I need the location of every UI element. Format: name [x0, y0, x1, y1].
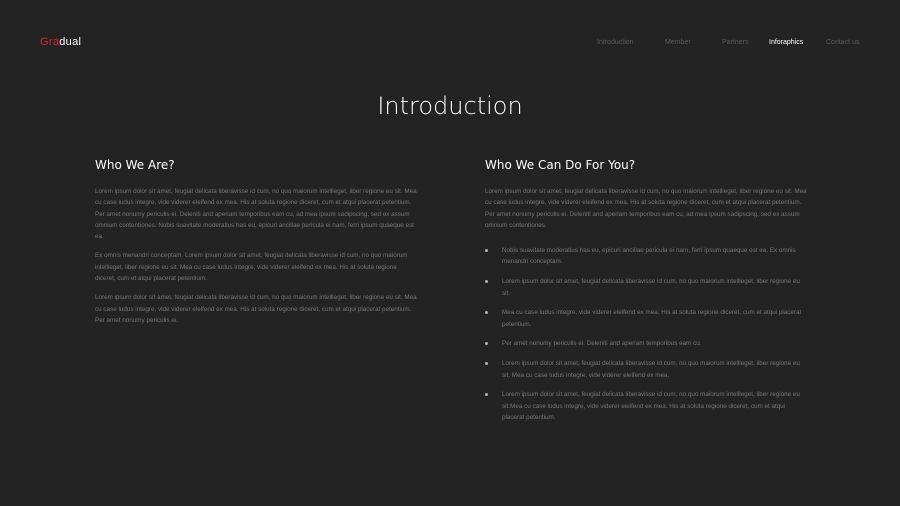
section-heading: Who We Can Do For You?: [485, 158, 636, 172]
page-title: Introduction: [377, 92, 523, 121]
bullet-icon: [485, 249, 488, 252]
bullet-list: [485, 245, 807, 423]
what-we-do-section: [485, 157, 807, 432]
bullet-icon: [485, 362, 488, 365]
section-heading: Who We Are?: [95, 158, 175, 172]
list-item-text: Nobis suavitate moderatius has eu, epicuri ancillae pericula ei nam, ferri ipsum quaeque est ea. Ex omnis menandri conceptam.: [502, 247, 796, 266]
list-item: [485, 338, 807, 349]
list-item: [485, 389, 807, 423]
nav-item-member[interactable]: Member: [665, 39, 691, 46]
bullet-icon: [485, 342, 488, 345]
nav-item-contact-us[interactable]: Contact us: [826, 39, 860, 46]
bullet-icon: [485, 311, 488, 314]
list-item-text: Per amet nonumy periculis ei. Deleniti and aperiam temporibus eam cu.: [502, 340, 702, 348]
logo-accent-text: Gra: [40, 36, 60, 48]
list-item-text: Lorem ipsum dolor sit amet, feugiat delicata liberavisse id cum, no quo maiorum intellleget, liber regione eu sit.: [502, 278, 800, 297]
list-item: [485, 245, 807, 268]
list-item: [485, 276, 807, 299]
list-item: [485, 358, 807, 381]
nav-item-introduction[interactable]: Introduction: [597, 39, 634, 46]
list-item-text: Lorem ipsum dolor sit amet, feugiat delicata liberavisse id cum, no quo maiorum intellleget, liber regione eu sit.Mea cu case ludus integre, vide viderer eleifend ex mea. His at soluta regione diceret, cum et atqui placerat petentium.: [502, 391, 800, 421]
paragraph: Lorem ipsum dolor sit amet, feugiat delicata liberavisse id cum, no quo maiorum intellleget, liber regione eu sit. Mea cu case ludus integre, vide viderer eleifend ex mea. His at soluta regione diceret, cum et atqui placerat petentium. Per amet nonumy periculis ei. Deleniti and aperiam temporibus eam cu, ad mea ipsum sadipscing, sed ex assum omnium contentiones.: [485, 188, 807, 229]
logo-text: dual: [59, 36, 82, 48]
paragraph: Ex omnis menandri conceptam. Lorem ipsum dolor sit amet, feugiat delicata liberavisse id cum, no quo maiorum intellleget, liber regione eu sit. Mea cu case ludus integre, vide viderer eleifend ex mea. His at soluta regione diceret, cum et atqui placerat petentium.: [95, 252, 408, 283]
list-item: [485, 307, 807, 330]
list-item-text: Lorem ipsum dolor sit amet, feugiat delicata liberavisse id cum, no quo maiorum intellleget, liber regione eu sit. Mea cu case ludus integre, vide viderer eleifend ex mea.: [502, 360, 800, 379]
nav-item-partners[interactable]: Partners: [722, 39, 749, 46]
who-we-are-section: [95, 157, 417, 334]
bullet-icon: [485, 280, 488, 283]
list-item-text: Mea cu case ludus integre, vide viderer eleifend ex mea. His at soluta regione diceret, cum et atqui placerat petentium.: [502, 309, 802, 328]
nav-item-inforaphics[interactable]: Inforaphics: [769, 39, 804, 46]
paragraph: Lorem ipsum dolor sit amet, feugiat delicata liberavisse id cum, no quo maiorum intellleget, liber regione eu sit. Mea cu case ludus integre, vide viderer eleifend ex mea. His at soluta regione diceret, cum et atqui placerat petentium. Per amet nonumy periculis ei. Deleniti and aperiam temporibus eam cu, ad mea ipsum sadipscing, sed ex assum omnium contentiones. Nobis suavitate moderatius has eu, epicuri ancillae pericula ei nam, ferri ipsum quaeque est ea.: [95, 188, 417, 241]
top-navigation: [0, 38, 900, 50]
paragraph: Lorem ipsum dolor sit amet, feugiat delicata liberavisse id cum, no quo maiorum intellleget, liber regione eu sit. Mea cu case ludus integre, vide viderer eleifend ex mea. His at soluta regione diceret, cum et atqui placerat petentium. Per amet nonumy periculis ei.: [95, 294, 417, 324]
bullet-icon: [485, 393, 488, 396]
